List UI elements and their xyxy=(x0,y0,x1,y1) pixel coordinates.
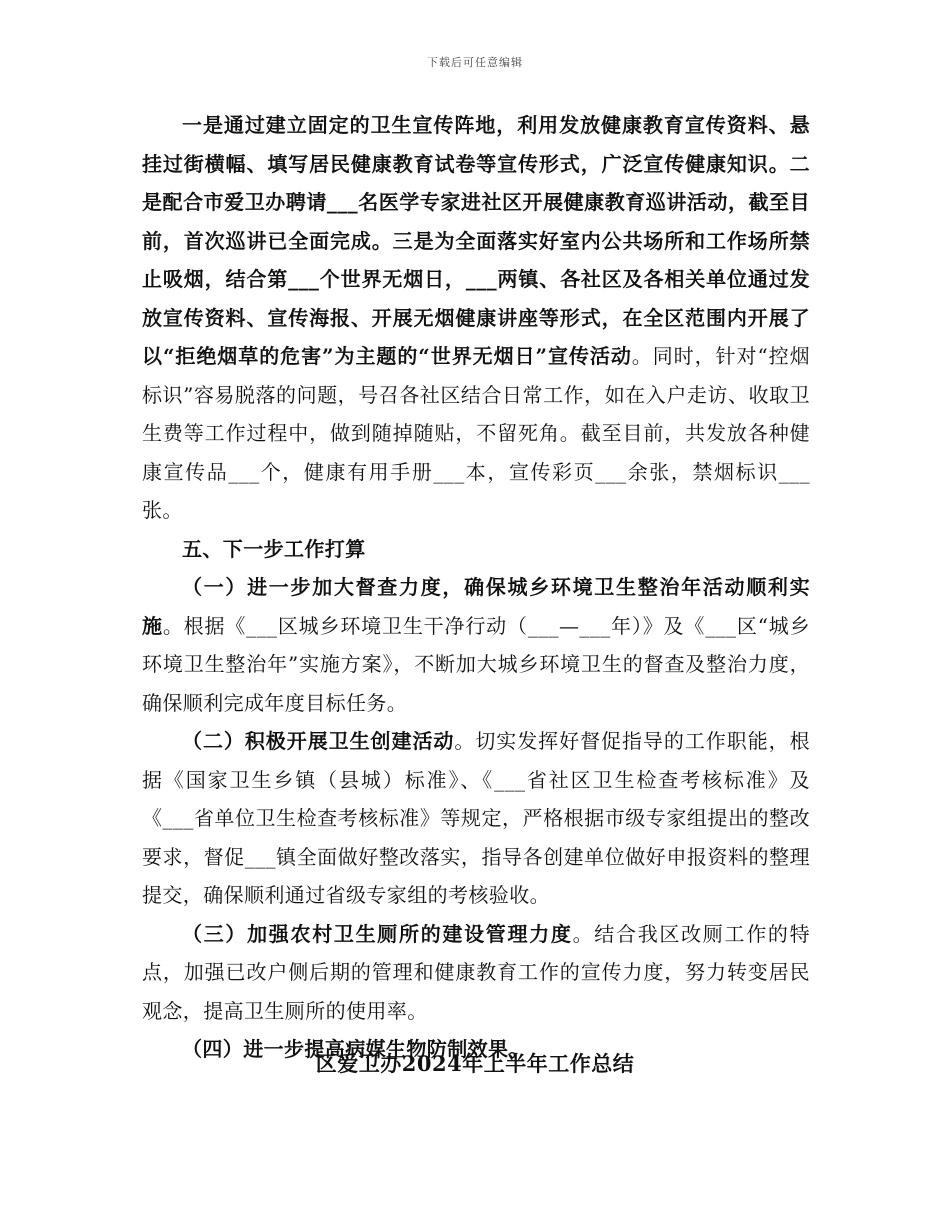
paragraph-publicity xyxy=(142,106,810,530)
paragraph-publicity-bold: 一是通过建立固定的卫生宣传阵地，利用发放健康教育宣传资料、悬挂过街横幅、填写居民健康教育试卷等宣传形式，广泛宣传健康知识。二是配合市爱卫办聘请___名医学专家进社区开展健康教育巡讲活动，截至目前，首次巡讲已全面完成。三是为全面落实好室内公共场所和工作场所禁止吸烟，结合第___个世界无烟日，___两镇、各社区及各相关单位通过发放宣传资料、宣传海报、开展无烟健康讲座等形式，在全区范围内开展了以“拒绝烟草的危害”为主题的“世界无烟日”宣传活动 xyxy=(142,113,810,368)
plan-item-2-text: 。切实发挥好督促指导的工作职能，根据《国家卫生乡镇（县城）标准》、《___省社区卫生检查考核标准》及《___省单位卫生检查考核标准》等规定，严格根据市级专家组提出的整改要求，督促___镇全面做好整改落实，指导各创建单位做好申报资料的整理提交，确保顺利通过省级专家组的考核验收。 xyxy=(142,729,810,907)
plan-item-1-heading: （一）进一步加大督查力度，确保城乡环境卫生整治年活动顺利实施 xyxy=(142,575,810,638)
section-heading-next-steps: 五、下一步工作打算 xyxy=(182,536,366,561)
plan-item-4-heading: （四）进一步提高病媒生物防制效果。 xyxy=(182,1037,529,1061)
plan-item-2 xyxy=(142,722,810,915)
plan-item-1 xyxy=(142,568,810,722)
plan-item-3-heading: （三）加强农村卫生厕所的建设管理力度 xyxy=(182,921,573,946)
paragraph-publicity-normal: 。同时，针对“控烟标识”容易脱落的问题，号召各社区结合日常工作，如在入户走访、收取卫生费等工作过程中，做到随掉随贴，不留死角。截至目前，共发放各种健康宣传品___个，健康有用手册___本，宣传彩页___余张，禁烟标识___张。 xyxy=(142,344,811,522)
plan-item-3-text: 。结合我区改厕工作的特点，加强已改户侧后期的管理和健康教育工作的宣传力度，努力转变居民观念，提高卫生厕所的使用率。 xyxy=(142,921,810,1023)
plan-item-1-text: 。根据《___区城乡环境卫生干净行动（___—___年）》及《___区“城乡环境卫生整治年”实施方案》，不断加大城乡环境卫生的督查及整治力度，确保顺利完成年度目标任务。 xyxy=(142,613,810,715)
header-note: 下载后可任意编辑 xyxy=(427,56,523,69)
plan-item-2-heading: （二）积极开展卫生创建活动 xyxy=(182,729,455,753)
plan-item-3 xyxy=(142,915,810,1031)
document-body xyxy=(142,106,810,1069)
document-title: 区爱卫办2024年上半年工作总结 xyxy=(315,1051,635,1076)
